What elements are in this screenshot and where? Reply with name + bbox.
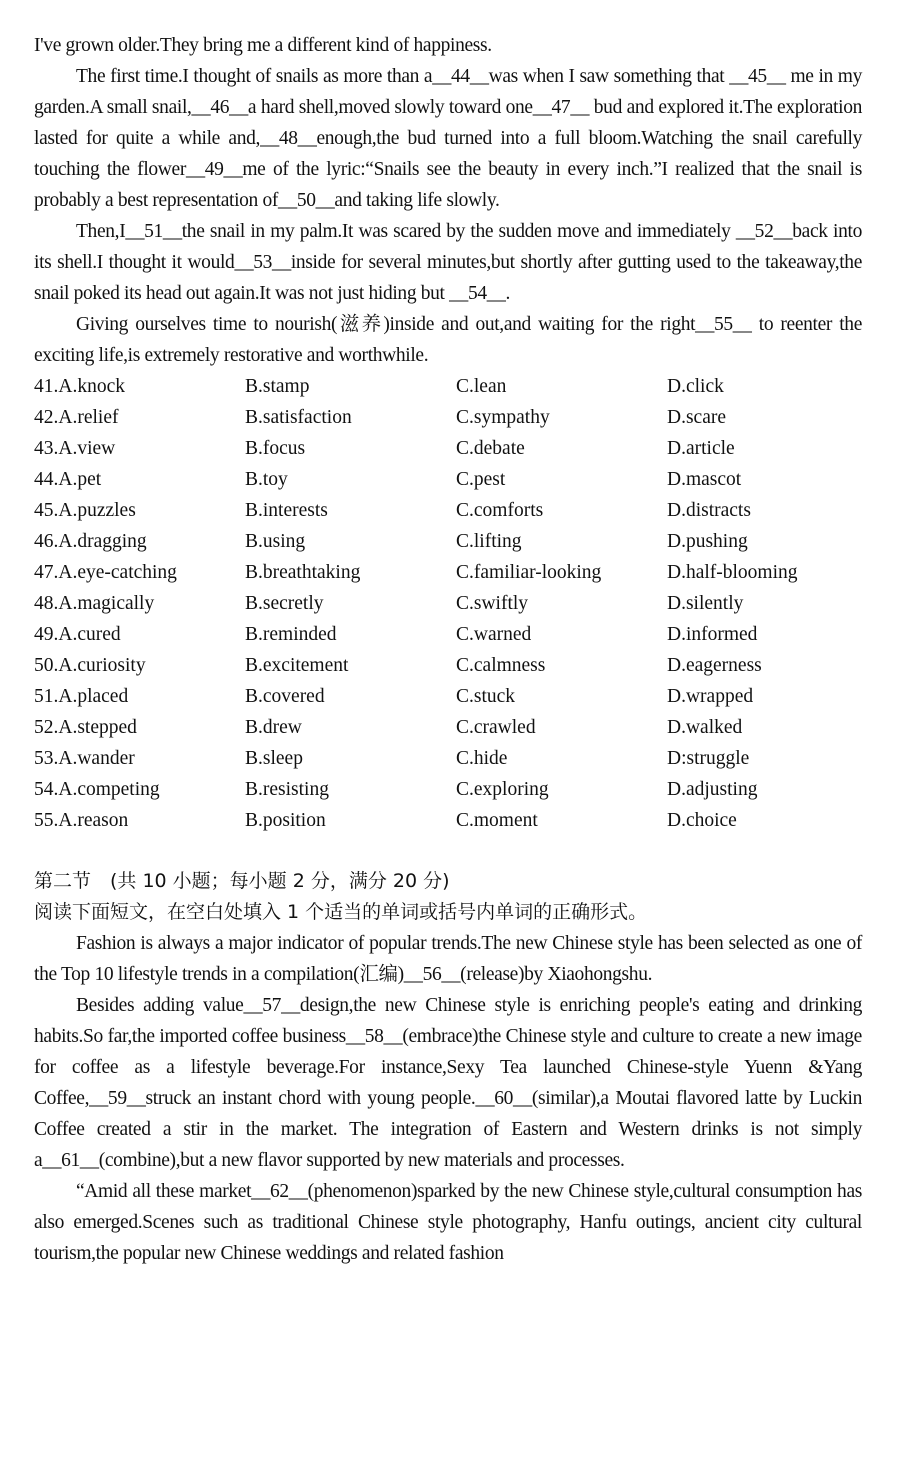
section-heading: 第二节 (共 10 小题；每小题 2 分，满分 20 分)	[34, 870, 450, 892]
option-choice-a: 44.A.pet	[34, 469, 102, 490]
option-row	[34, 526, 862, 557]
option-choice-b: B.reminded	[245, 624, 337, 645]
option-choice-d: D.eagerness	[667, 655, 762, 676]
option-choice-b: B.using	[245, 531, 306, 552]
section2-paragraph-2: Besides adding value__57__design,the new Chinese style is enriching people's eating and drinking habits.So far,the imported coffee business__58__(embrace)the Chinese style and culture to create a new image for coffee as a lifestyle beverage.For instance,Sexy Tea launched Chinese-style Yuenn &Yang Coffee,__59__struck an instant chord with young people.__60__(similar),a Moutai flavored latte by Luckin Coffee created a stir in the market. The integration of Eastern and Western drinks is not simply a__61__(combine),but a new flavor supported by new materials and processes.	[34, 995, 862, 1171]
option-choice-b: B.focus	[245, 438, 306, 459]
option-row	[34, 743, 862, 774]
passage-paragraph-3: Giving ourselves time to nourish(滋养)inside and out,and waiting for the right__55__ to reenter the exciting life,is extremely restorative and worthwhile.	[34, 314, 862, 366]
option-choice-b: B.satisfaction	[245, 407, 352, 428]
option-choice-a: 49.A.cured	[34, 624, 121, 645]
section-instruction: 阅读下面短文，在空白处填入 1 个适当的单词或括号内单词的正确形式。	[34, 901, 648, 923]
option-choice-a: 54.A.competing	[34, 779, 160, 800]
option-choice-a: 51.A.placed	[34, 686, 129, 707]
option-choice-d: D.half-blooming	[667, 562, 798, 583]
option-choice-a: 45.A.puzzles	[34, 500, 136, 521]
option-row	[34, 433, 862, 464]
option-choice-a: 48.A.magically	[34, 593, 155, 614]
option-choice-d: D.informed	[667, 624, 758, 645]
option-choice-a: 47.A.eye-catching	[34, 562, 177, 583]
option-choice-d: D.scare	[667, 407, 727, 428]
option-choice-b: B.drew	[245, 717, 302, 738]
option-row	[34, 402, 862, 433]
option-choice-a: 43.A.view	[34, 438, 116, 459]
option-row	[34, 557, 862, 588]
option-choice-d: D.article	[667, 438, 735, 459]
passage-paragraph-0: I've grown older.They bring me a different kind of happiness.	[34, 35, 492, 56]
option-choice-c: C.pest	[456, 469, 506, 490]
option-choice-a: 55.A.reason	[34, 810, 129, 831]
option-row	[34, 805, 862, 836]
option-choice-c: C.exploring	[456, 779, 549, 800]
option-choice-a: 42.A.relief	[34, 407, 119, 428]
option-row	[34, 650, 862, 681]
option-row	[34, 464, 862, 495]
option-choice-d: D.walked	[667, 717, 743, 738]
option-choice-c: C.hide	[456, 748, 508, 769]
option-choice-d: D.click	[667, 376, 724, 397]
option-choice-b: B.position	[245, 810, 326, 831]
option-choice-d: D.adjusting	[667, 779, 758, 800]
option-choice-d: D.wrapped	[667, 686, 754, 707]
option-row	[34, 588, 862, 619]
option-choice-c: C.stuck	[456, 686, 516, 707]
option-row	[34, 774, 862, 805]
option-row	[34, 681, 862, 712]
option-choice-b: B.covered	[245, 686, 325, 707]
option-choice-a: 46.A.dragging	[34, 531, 147, 552]
option-choice-a: 53.A.wander	[34, 748, 135, 769]
option-row	[34, 712, 862, 743]
option-choice-d: D.pushing	[667, 531, 748, 552]
option-choice-c: C.lifting	[456, 531, 522, 552]
option-choice-a: 52.A.stepped	[34, 717, 137, 738]
option-choice-c: C.crawled	[456, 717, 536, 738]
option-choice-c: C.debate	[456, 438, 525, 459]
option-choice-a: 50.A.curiosity	[34, 655, 146, 676]
option-choice-b: B.resisting	[245, 779, 329, 800]
section2-paragraph-1: Fashion is always a major indicator of popular trends.The new Chinese style has been selected as one of the Top 10 lifestyle trends in a compilation(汇编)__56__(release)by Xiaohongshu.	[34, 933, 862, 985]
option-choice-b: B.breathtaking	[245, 562, 361, 583]
option-choice-c: C.moment	[456, 810, 538, 831]
option-choice-c: C.calmness	[456, 655, 546, 676]
option-choice-d: D.mascot	[667, 469, 742, 490]
option-choice-c: C.familiar-looking	[456, 562, 602, 583]
option-choice-b: B.sleep	[245, 748, 303, 769]
option-choice-b: B.secretly	[245, 593, 324, 614]
option-row	[34, 495, 862, 526]
option-choice-d: D:struggle	[667, 748, 750, 769]
option-choice-c: C.swiftly	[456, 593, 529, 614]
section-gap	[34, 836, 862, 866]
section2-paragraph-3: “Amid all these market__62__(phenomenon)sparked by the new Chinese style,cultural consumption has also emerged.Scenes such as traditional Chinese style photography, Hanfu outings, ancient city cultural tourism,the popular new Chinese weddings and related fashion	[34, 1181, 862, 1264]
option-choice-c: C.lean	[456, 376, 507, 397]
option-row	[34, 619, 862, 650]
option-choice-c: C.sympathy	[456, 407, 550, 428]
option-choice-c: C.comforts	[456, 500, 544, 521]
option-choice-c: C.warned	[456, 624, 532, 645]
option-choice-b: B.stamp	[245, 376, 310, 397]
option-row	[34, 371, 862, 402]
option-choice-a: 41.A.knock	[34, 376, 125, 397]
passage-paragraph-1: The first time.I thought of snails as more than a__44__was when I saw something that __45__ me in my garden.A small snail,__46__a hard shell,moved slowly toward one__47__ bud and explored it.The exploration lasted for quite a while and,__48__enough,the bud turned into a full bloom.Watching the snail carefully touching the flower__49__me of the lyric:“Snails see the beauty in every inch.”I realized that the snail is probably a best representation of__50__and taking life slowly.	[34, 66, 862, 211]
option-choice-d: D.choice	[667, 810, 737, 831]
option-choice-b: B.excitement	[245, 655, 349, 676]
answer-options-table	[34, 371, 862, 836]
option-choice-d: D.distracts	[667, 500, 751, 521]
option-choice-d: D.silently	[667, 593, 744, 614]
passage-paragraph-2: Then,I__51__the snail in my palm.It was scared by the sudden move and immediately __52__back into its shell.I thought it would__53__inside for several minutes,but shortly after gutting used to the takeaway,the snail poked its head out again.It was not just hiding but __54__.	[34, 221, 862, 304]
option-choice-b: B.interests	[245, 500, 328, 521]
option-choice-b: B.toy	[245, 469, 288, 490]
